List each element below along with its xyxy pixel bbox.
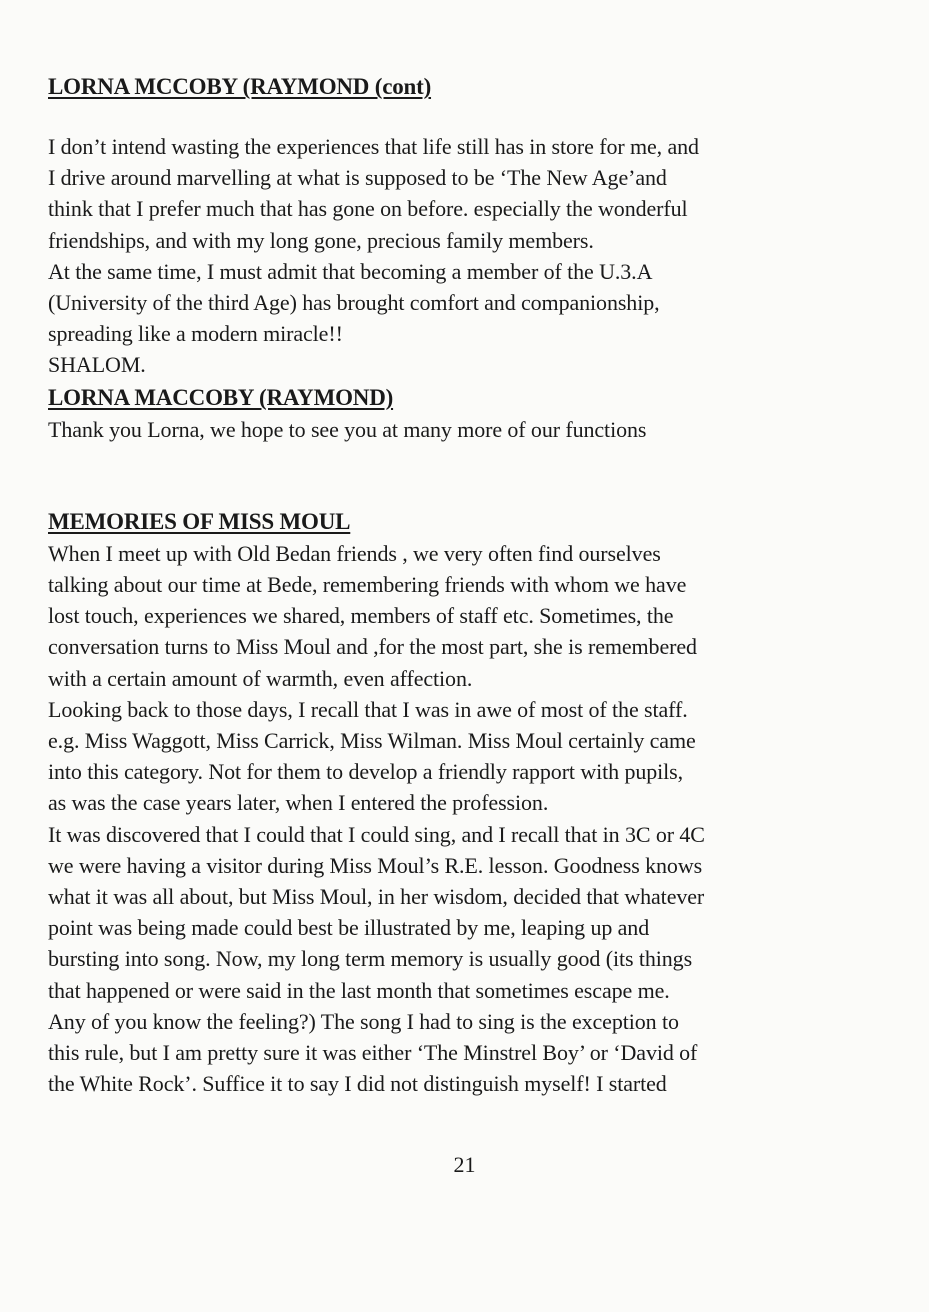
lorna-paragraph [48, 131, 888, 381]
paragraph-line: as was the case years later, when I entered the profession. [48, 790, 549, 816]
paragraph-line: lost touch, experiences we shared, members of staff etc. Sometimes, the [48, 603, 674, 629]
paragraph-line: conversation turns to Miss Moul and ,for the most part, she is remembered [48, 634, 697, 660]
paragraph-line: friendships, and with my long gone, precious family members. [48, 227, 594, 253]
paragraph-line: spreading like a modern miracle!! [48, 321, 343, 347]
paragraph-line: (University of the third Age) has brought comfort and companionship, [48, 290, 660, 316]
section-heading-lorna-continued: LORNA MCCOBY (RAYMOND (cont) [48, 74, 432, 99]
page-number: 21 [453, 1152, 476, 1177]
signature-heading: LORNA MACCOBY (RAYMOND) [48, 384, 394, 410]
paragraph-line: When I meet up with Old Bedan friends , we very often find ourselves [48, 540, 661, 566]
page-content [48, 70, 888, 1099]
paragraph-line: I drive around marvelling at what is supposed to be ‘The New Age’and [48, 165, 667, 191]
paragraph-line: SHALOM. [48, 352, 146, 378]
paragraph-line: It was discovered that I could that I could sing, and I recall that in 3C or 4C [48, 821, 705, 847]
paragraph-line: this rule, but I am pretty sure it was either ‘The Minstrel Boy’ or ‘David of [48, 1040, 698, 1066]
paragraph-line: the White Rock’. Suffice it to say I did not distinguish myself! I started [48, 1071, 667, 1097]
paragraph-line: I don’t intend wasting the experiences that life still has in store for me, and [48, 134, 699, 159]
paragraph-line: talking about our time at Bede, remembering friends with whom we have [48, 572, 687, 598]
paragraph-line: At the same time, I must admit that becoming a member of the U.3.A [48, 258, 653, 284]
paragraph-line: what it was all about, but Miss Moul, in her wisdom, decided that whatever [48, 884, 705, 910]
paragraph-line: with a certain amount of warmth, even affection. [48, 665, 473, 691]
paragraph-line: point was being made could best be illustrated by me, leaping up and [48, 915, 650, 941]
paragraph-line: bursting into song. Now, my long term memory is usually good (its things [48, 946, 693, 972]
paragraph-line: that happened or were said in the last month that sometimes escape me. [48, 977, 670, 1003]
paragraph-line: Looking back to those days, I recall that I was in awe of most of the staff. [48, 696, 688, 722]
paragraph-line: think that I prefer much that has gone on before. especially the wonderful [48, 196, 688, 222]
paragraph-line: we were having a visitor during Miss Moul’s R.E. lesson. Goodness knows [48, 852, 703, 878]
paragraph-line: Any of you know the feeling?) The song I had to sing is the exception to [48, 1008, 679, 1034]
section-heading-miss-moul: MEMORIES OF MISS MOUL [48, 508, 351, 534]
miss-moul-paragraph [48, 538, 888, 1100]
paragraph-line: into this category. Not for them to develop a friendly rapport with pupils, [48, 759, 684, 785]
paragraph-line: e.g. Miss Waggott, Miss Carrick, Miss Wilman. Miss Moul certainly came [48, 728, 696, 754]
thanks-line: Thank you Lorna, we hope to see you at many more of our functions [48, 416, 647, 442]
